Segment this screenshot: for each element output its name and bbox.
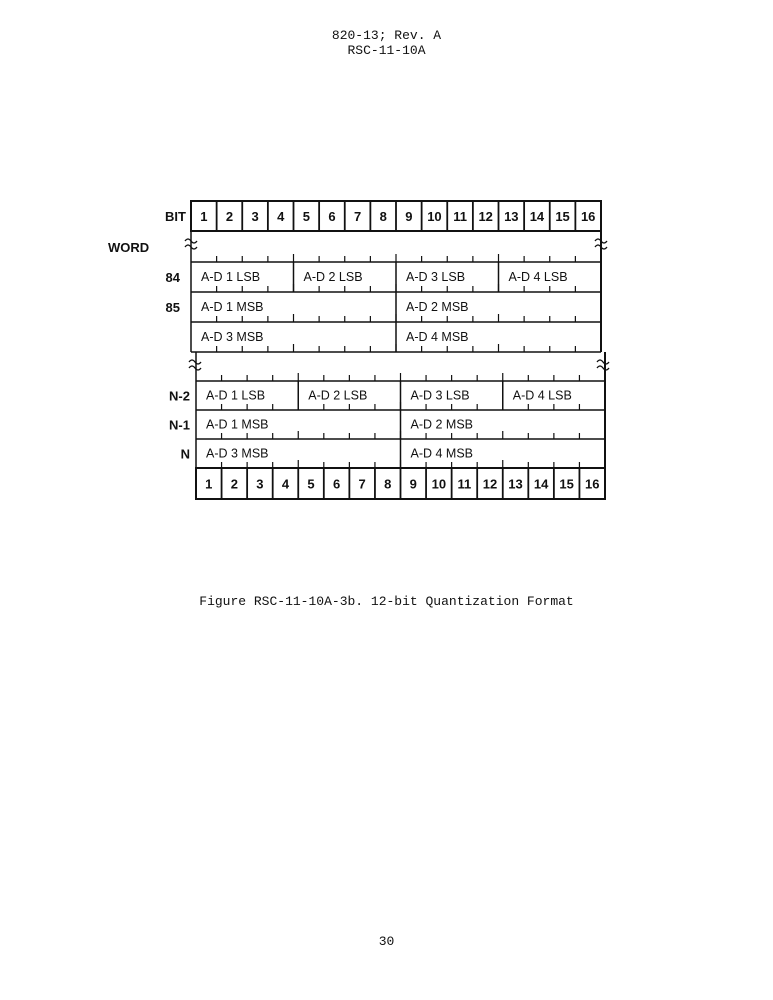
bottom-word-row-3-field-2: A-D 4 MSB (410, 446, 474, 461)
bottom-bit-footer-cell-12: 12 (482, 476, 498, 492)
bottom-bit-footer-cell-5: 5 (307, 476, 315, 492)
document-id: RSC-11-10A (347, 43, 426, 58)
figure-caption: Figure RSC-11-10A-3b. 12-bit Quantization Format (199, 594, 574, 609)
top-bit-header-cell-4: 4 (277, 209, 285, 224)
bottom-bit-footer-cell-15: 15 (559, 476, 574, 492)
top-word-row-2-field-1: A-D 1 MSB (201, 300, 264, 314)
diagram-body (166, 201, 609, 499)
bottom-bit-footer-cell-6: 6 (332, 476, 341, 492)
gap-break-mark-left (189, 360, 201, 370)
top-bit-header-cell-9: 9 (405, 209, 413, 224)
top-bit-header-cell-7: 7 (353, 209, 362, 224)
bottom-word-row-1-field-4: A-D 4 LSB (512, 388, 572, 403)
word-header-label: WORD (108, 240, 150, 255)
top-bit-header-cell-11: 11 (453, 209, 467, 224)
top-bit-header-cell-5: 5 (302, 209, 310, 224)
bottom-bit-footer-cell-14: 14 (533, 476, 549, 492)
top-word-row-1-field-4: A-D 4 LSB (508, 270, 568, 284)
bottom-word-row-1-field-1: A-D 1 LSB (206, 388, 266, 403)
page-number: 30 (378, 934, 395, 949)
top-bit-header-cell-3: 3 (251, 209, 259, 224)
top-bit-header-cell-2: 2 (225, 209, 234, 224)
bottom-word-row-1-field-2: A-D 2 LSB (308, 388, 368, 403)
top-bit-header-cell-13: 13 (504, 209, 519, 224)
bit-header-label: BIT (165, 209, 186, 224)
bottom-bit-footer-cell-7: 7 (358, 476, 366, 492)
bottom-word-row-2-field-2: A-D 2 MSB (410, 417, 474, 432)
top-word-row-1-field-2: A-D 2 LSB (303, 270, 363, 284)
top-word-row-1-field-1: A-D 1 LSB (201, 270, 261, 284)
top-word-row-1-field-3: A-D 3 LSB (406, 270, 466, 284)
bottom-bit-footer-cell-10: 10 (431, 476, 447, 492)
bottom-word-row-3-field-1: A-D 3 MSB (206, 446, 269, 461)
top-bit-header-cell-16: 16 (580, 209, 596, 224)
gap-break-mark-right (597, 360, 609, 370)
document-number: 820-13; Rev. A (331, 28, 442, 43)
top-bit-header-cell-6: 6 (328, 209, 336, 224)
bottom-word-row-3-word-label: N (180, 446, 190, 462)
bottom-bit-footer-cell-2: 2 (230, 476, 238, 492)
top-word-row-3-field-1: A-D 3 MSB (201, 330, 264, 344)
bottom-word-row-1-field-3: A-D 3 LSB (410, 388, 470, 403)
top-bit-header-cell-14: 14 (529, 209, 545, 224)
top-word-row-3-field-2: A-D 4 MSB (406, 330, 469, 344)
bottom-word-row-2-word-label: N-1 (169, 417, 190, 433)
bottom-bit-footer-cell-11: 11 (457, 476, 472, 492)
bottom-bit-footer-cell-9: 9 (409, 476, 417, 492)
bottom-bit-footer-cell-8: 8 (384, 476, 392, 492)
top-word-row-2-word-label: 85 (165, 300, 180, 315)
top-bit-header-cell-1: 1 (200, 209, 208, 224)
top-bit-header-cell-12: 12 (478, 209, 493, 224)
top-word-row-2-field-2: A-D 2 MSB (406, 300, 469, 314)
bottom-bit-footer-cell-13: 13 (508, 476, 523, 492)
top-bit-header-cell-10: 10 (427, 209, 442, 224)
bottom-word-row-1-word-label: N-2 (169, 388, 190, 404)
bottom-bit-footer-cell-4: 4 (281, 476, 290, 492)
top-word-row-1-word-label: 84 (165, 270, 180, 285)
top-bit-header-cell-15: 15 (555, 209, 570, 224)
bottom-bit-footer-cell-16: 16 (584, 476, 600, 492)
bottom-word-row-2-field-1: A-D 1 MSB (206, 417, 269, 432)
bottom-bit-footer-cell-3: 3 (256, 476, 264, 492)
top-bit-header-cell-8: 8 (379, 209, 387, 224)
bottom-bit-footer-cell-1: 1 (205, 476, 213, 492)
